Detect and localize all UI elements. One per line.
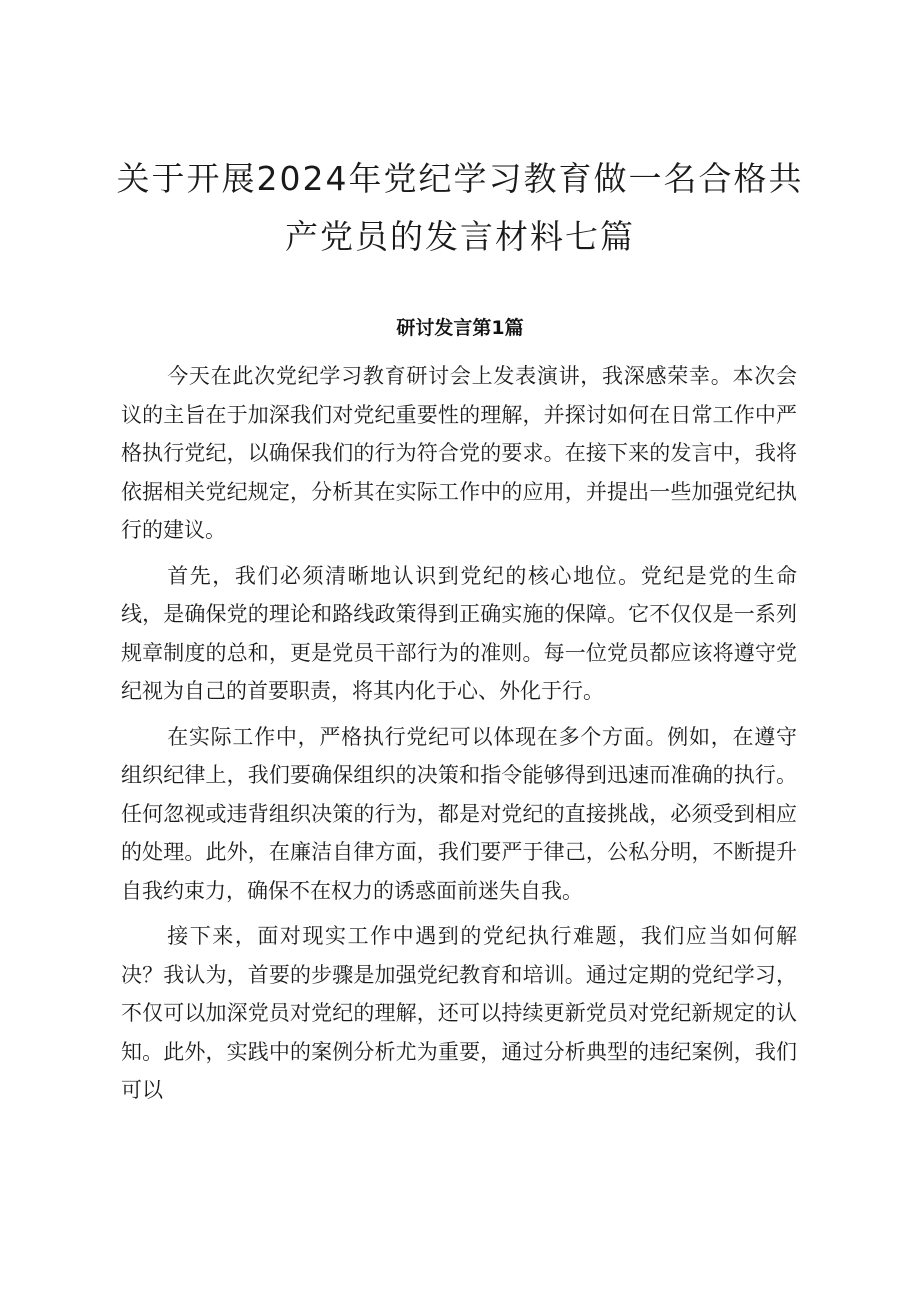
title-line-1: 关于开展2024年党纪学习教育做一名合格共	[116, 159, 804, 198]
section-heading: 研讨发言第1篇	[396, 317, 524, 339]
paragraph: 接下来，面对现实工作中遇到的党纪执行难题，我们应当如何解决？我认为，首要的步骤是加强党纪教育和培训。通过定期的党纪学习，不仅可以加深党员对党纪的理解，还可以持续更新党员对党纪新规定的认知。此外，实践中的案例分析尤为重要，通过分析典型的违纪案例，我们可以	[121, 924, 797, 1102]
paragraph: 今天在此次党纪学习教育研讨会上发表演讲，我深感荣幸。本次会议的主旨在于加深我们对党纪重要性的理解，并探讨如何在日常工作中严格执行党纪，以确保我们的行为符合党的要求。在接下来的发言中，我将依据相关党纪规定，分析其在实际工作中的应用，并提出一些加强党纪执行的建议。	[121, 364, 797, 542]
document-body	[121, 357, 797, 1117]
document-title	[100, 150, 820, 266]
paragraph: 首先，我们必须清晰地认识到党纪的核心地位。党纪是党的生命线，是确保党的理论和路线政策得到正确实施的保障。它不仅仅是一系列规章制度的总和，更是党员干部行为的准则。每一位党员都应该将遵守党纪视为自己的首要职责，将其内化于心、外化于行。	[121, 563, 797, 703]
paragraph: 在实际工作中，严格执行党纪可以体现在多个方面。例如，在遵守组织纪律上，我们要确保组织的决策和指令能够得到迅速而准确的执行。任何忽视或违背组织决策的行为，都是对党纪的直接挑战，必须受到相应的处理。此外，在廉洁自律方面，我们要严于律己，公私分明，不断提升自我约束力，确保不在权力的诱惑面前迷失自我。	[121, 724, 797, 903]
title-line-2: 产党员的发言材料七篇	[285, 217, 635, 256]
